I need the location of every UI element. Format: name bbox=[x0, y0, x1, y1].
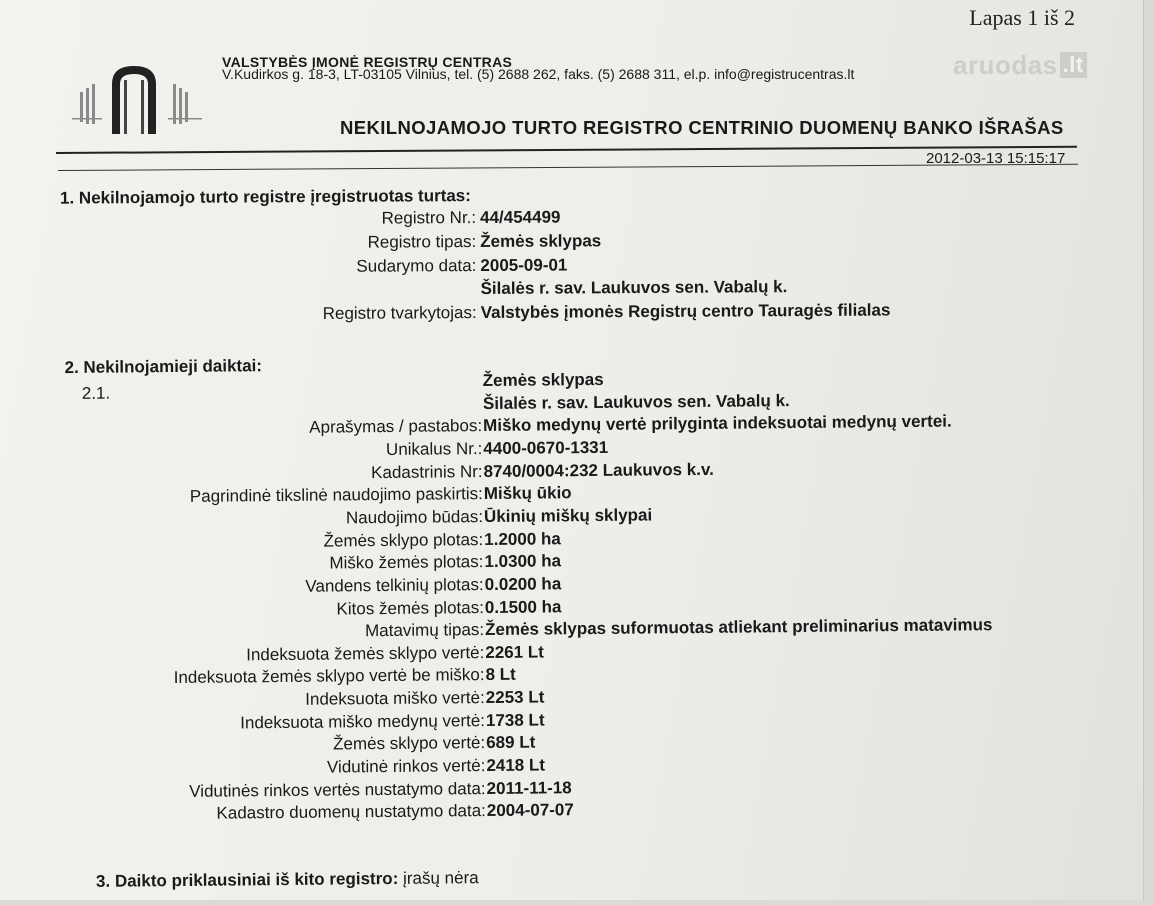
field-label: Indeksuota žemės sklypo vertė be miško: bbox=[173, 665, 485, 688]
field-value: Miškų ūkio bbox=[483, 483, 572, 504]
field-label: Registro tvarkytojas: bbox=[322, 303, 477, 323]
field-label: Sudarymo data: bbox=[356, 256, 477, 276]
field-value: 1.2000 ha bbox=[484, 528, 561, 549]
field-value: Žemės sklypas bbox=[482, 369, 604, 391]
field-label: Indeksuota miško vertė: bbox=[305, 688, 485, 709]
field-value: 689 Lt bbox=[486, 732, 536, 753]
field-label: Žemės sklypo plotas: bbox=[323, 529, 484, 551]
section-3 bbox=[96, 868, 479, 892]
field-label: Vidutinė rinkos vertė: bbox=[326, 756, 486, 777]
field-label: Vandens telkinių plotas: bbox=[305, 574, 484, 596]
watermark-box: .lt bbox=[1060, 52, 1087, 78]
field-label: Kitos žemės plotas: bbox=[336, 597, 484, 618]
field-label: Miško žemės plotas: bbox=[329, 552, 484, 573]
field-value: 44/454499 bbox=[480, 207, 561, 227]
field-value: 2261 Lt bbox=[485, 642, 544, 662]
field-value: Valstybės įmonės Registrų centro Tauragės filialas bbox=[480, 300, 891, 322]
field-value: 2253 Lt bbox=[485, 687, 545, 708]
watermark-text: aruodas bbox=[953, 50, 1058, 80]
field-value: 0.1500 ha bbox=[484, 596, 562, 617]
field-value: Ūkinių miškų sklypai bbox=[483, 505, 653, 526]
section-2-heading: 2. Nekilnojamieji daiktai: bbox=[64, 356, 263, 378]
field-value: 8 Lt bbox=[485, 665, 516, 685]
field-value: 1738 Lt bbox=[485, 710, 545, 730]
field-value: 1.0300 ha bbox=[484, 551, 562, 572]
document-datetime: 2012-03-13 15:15:17 bbox=[926, 150, 1066, 167]
field-value: 2011-11-18 bbox=[486, 777, 572, 798]
field-value: 2004-07-07 bbox=[486, 800, 574, 821]
field-label: Registro Nr.: bbox=[381, 208, 477, 228]
field-label: Pagrindinė tikslinė naudojimo paskirtis: bbox=[189, 484, 483, 507]
field-label: Aprašymas / pastabos: bbox=[309, 416, 483, 438]
field-value: Miško medynų vertė prilyginta indeksuotai medynų vertei. bbox=[483, 411, 952, 436]
field-value: Žemės sklypas bbox=[480, 231, 602, 251]
field-label: Matavimų tipas: bbox=[364, 620, 485, 641]
field-value: 0.0200 ha bbox=[484, 574, 562, 594]
field-label: Kadastro duomenų nustatymo data: bbox=[216, 801, 486, 823]
field-label: Unikalus Nr.: bbox=[385, 439, 483, 459]
field-value: 2418 Lt bbox=[486, 755, 546, 776]
organization-address: V.Kudirkos g. 18-3, LT-03105 Vilnius, tel. (5) 2688 262, faks. (5) 2688 311, el.p. info@registrucentras.lt bbox=[222, 66, 855, 82]
document-title: NEKILNOJAMOJO TURTO REGISTRO CENTRINIO DUOMENŲ BANKO IŠRAŠAS bbox=[340, 117, 1064, 138]
item-number: 2.1. bbox=[81, 383, 111, 403]
organization-name: VALSTYBĖS ĮMONĖ REGISTRŲ CENTRAS bbox=[222, 54, 513, 70]
field-value: 4400-0670-1331 bbox=[483, 437, 609, 458]
field-label: Registro tipas: bbox=[367, 232, 477, 252]
field-value: Žemės sklypas suformuotas atliekant preliminarius matavimus bbox=[485, 615, 993, 640]
field-label: Žemės sklypo vertė: bbox=[332, 733, 486, 754]
field-label: Indeksuota žemės sklypo vertė: bbox=[246, 642, 485, 665]
field-value: Šilalės r. sav. Laukuvos sen. Vabalų k. bbox=[480, 277, 788, 298]
field-value: Šilalės r. sav. Laukuvos sen. Vabalų k. bbox=[482, 390, 790, 413]
field-label: Indeksuota miško medynų vertė: bbox=[240, 710, 486, 733]
field-label: Naudojimo būdas: bbox=[345, 506, 484, 528]
field-value: 2005-09-01 bbox=[480, 255, 568, 275]
section-3-value: įrašų nėra bbox=[402, 868, 479, 888]
page-number: Lapas 1 iš 2 bbox=[969, 5, 1075, 30]
section-3-heading: 3. Daikto priklausiniai iš kito registro: bbox=[95, 868, 399, 891]
field-label: Vidutinės rinkos vertės nustatymo data: bbox=[189, 778, 486, 801]
field-value: 8740/0004:232 Laukuvos k.v. bbox=[483, 459, 714, 481]
section-1-heading: 1. Nekilnojamojo turto registre įregistruotas turtas: bbox=[59, 186, 471, 208]
field-label: Kadastrinis Nr: bbox=[371, 461, 483, 482]
